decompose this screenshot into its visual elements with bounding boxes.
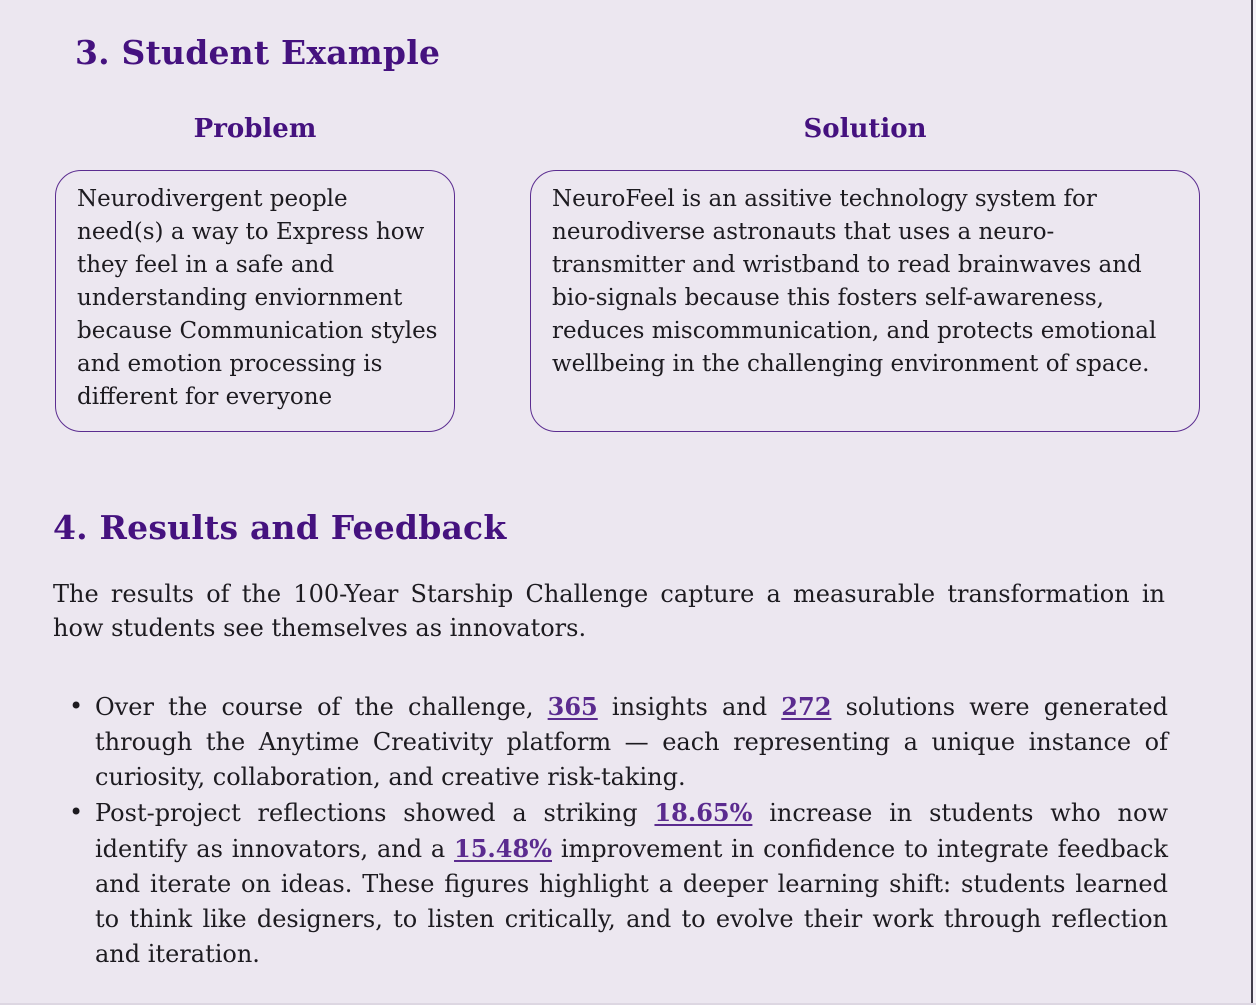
solution-box (530, 170, 1200, 432)
problem-box (55, 170, 455, 432)
section-4-heading: 4. Results and Feedback (53, 508, 507, 547)
bullet1-text-middle: insights and (597, 693, 782, 721)
results-bullet-list (53, 689, 1168, 972)
problem-column-header: Problem (193, 114, 317, 144)
stat-link-improvement-15-48[interactable]: 15.48% (454, 834, 552, 863)
bullet1-text-before: Over the course of the challenge, (95, 693, 548, 721)
stat-link-increase-18-65[interactable]: 18.65% (654, 798, 753, 827)
stat-link-solutions-272[interactable]: 272 (781, 692, 832, 721)
list-item (53, 795, 1168, 972)
solution-column-header: Solution (803, 114, 927, 144)
problem-box-text: Neurodivergent people need(s) a way to Express how they feel in a safe and understanding enviornment because Communication styles and emotion processing is different for everyone (77, 186, 438, 410)
column-gap (455, 114, 530, 144)
bullet2-text-after: improvement in confidence to integrate feedback and iterate on ideas. These figures highlight a deeper learning shift: students learned to think like designers, to listen critically, and to evolve their work through reflection and iteration. (95, 835, 1168, 968)
stat-link-insights-365[interactable]: 365 (547, 692, 598, 721)
bullet1-text-after: solutions were generated through the Anytime Creativity platform — each representing a unique instance of curiosity, collaboration, and creative risk-taking. (95, 693, 1169, 791)
solution-box-text: NeuroFeel is an assitive technology system for neurodiverse astronauts that uses a neuro-transmitter and wristband to read brainwaves and bio-signals because this fosters self-awareness, reduces miscommunication, and protects emotional wellbeing in the challenging environment of space. (552, 186, 1157, 377)
column-headers-row (55, 114, 1256, 144)
results-intro-paragraph: The results of the 100-Year Starship Challenge capture a measurable transformation in how students see themselves as innovators. (53, 580, 1165, 642)
section-3-heading: 3. Student Example (75, 33, 441, 72)
problem-solution-row (55, 170, 1256, 432)
bullet2-text-before: Post-project reflections showed a striking (95, 799, 655, 827)
bullet2-text-middle: increase in students who now identify as innovators, and a (95, 799, 1169, 863)
list-item (53, 689, 1168, 795)
